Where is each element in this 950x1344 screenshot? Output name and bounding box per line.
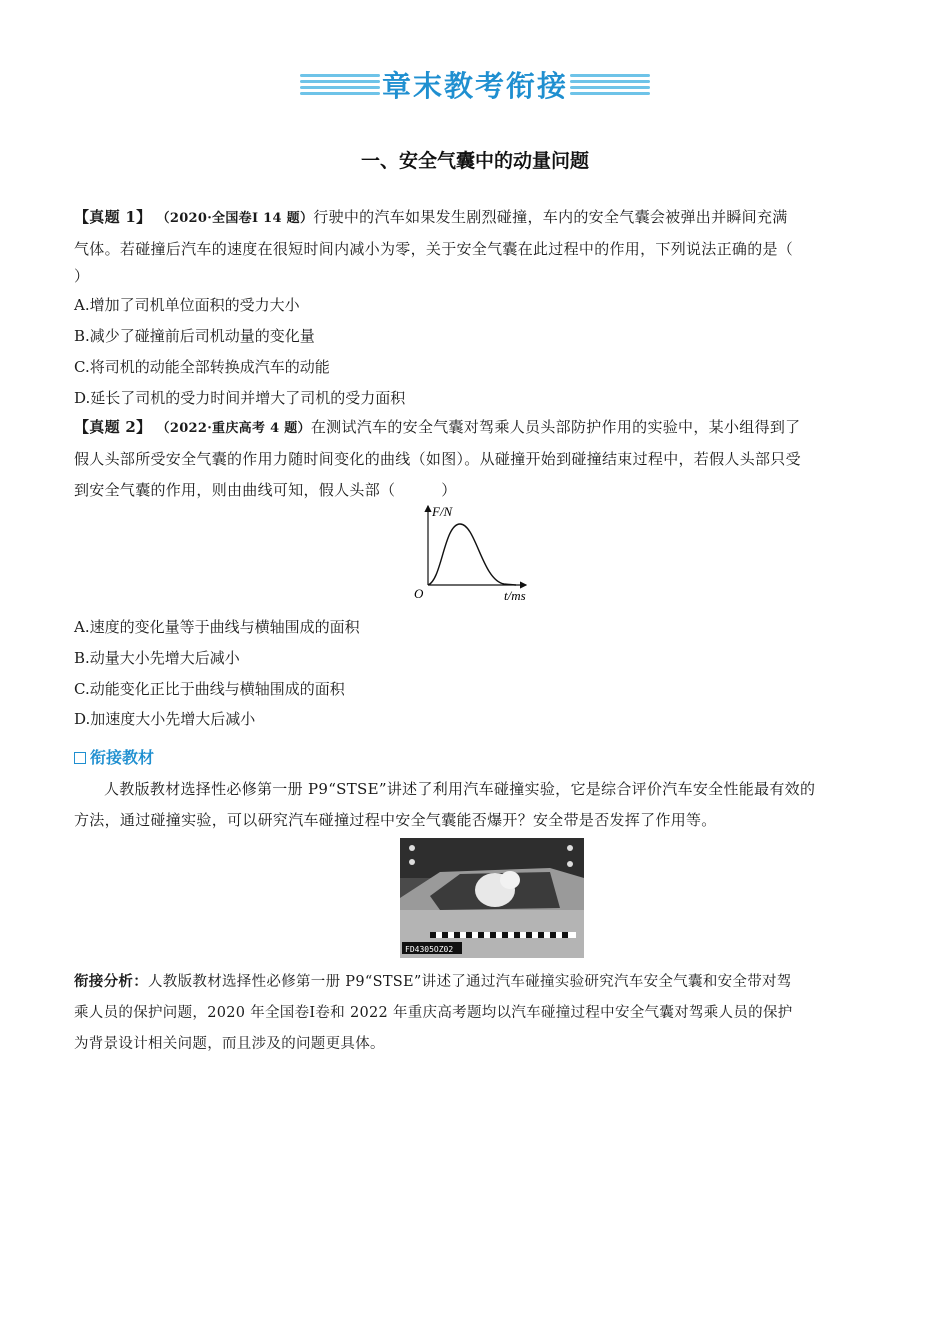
section-title: 一、安全气囊中的动量问题: [360, 150, 589, 172]
question-1-text-1: 行驶中的汽车如果发生剧烈碰撞，车内的安全气囊会被弹出并瞬间充满: [313, 208, 788, 226]
question-2-option-b: B.动量大小先增大后减小: [74, 649, 240, 667]
question-2-tag: 【真题 2】: [74, 418, 152, 436]
question-1-option-b: B.减少了碰撞前后司机动量的变化量: [74, 327, 315, 345]
textbook-text-2: 方法，通过碰撞实验，可以研究汽车碰撞过程中安全气囊能否爆开？安全带是否发挥了作用等。: [74, 811, 717, 829]
force-time-graph: [408, 500, 548, 605]
question-2-option-c: C.动能变化正比于曲线与横轴围成的面积: [74, 680, 345, 698]
question-1-line-1: [74, 202, 879, 234]
question-2-text-1: 在测试汽车的安全气囊对驾乘人员头部防护作用的实验中，某小组得到了: [310, 418, 801, 436]
question-1-text-3: ）: [74, 267, 90, 285]
textbook-text-1: 人教版教材选择性必修第一册 P9“STSE”讲述了利用汽车碰撞实验，它是综合评价汽车安全性能最有效的: [104, 780, 816, 798]
banner-stripes-right: [570, 74, 650, 98]
textbook-heading-text: 衔接教材: [90, 748, 155, 767]
photo-code-label: FD4305OZ02: [405, 945, 454, 954]
question-1-source: （2020·全国卷Ⅰ 14 题）: [156, 211, 314, 226]
analysis-text-3: 为背景设计相关问题，而且涉及的问题更具体。: [74, 1036, 385, 1052]
origin-label: O: [414, 586, 424, 601]
analysis-label: 衔接分析：: [74, 973, 148, 990]
force-curve: [428, 524, 516, 585]
x-axis-label: t/ms: [504, 588, 526, 603]
question-1: [74, 202, 879, 287]
y-axis-label: F/N: [432, 504, 453, 519]
question-2-line-1: [74, 412, 879, 444]
crash-test-photo: [400, 838, 584, 958]
textbook-paragraph: [74, 774, 879, 836]
question-1-text-2: 气体。若碰撞后汽车的速度在很短时间内减小为零，关于安全气囊在此过程中的作用，下列说法正确的是（: [74, 240, 794, 258]
question-1-option-c: C.将司机的动能全部转换成汽车的动能: [74, 358, 330, 376]
banner-title: 章末教考衔接: [381, 69, 568, 103]
question-2-text-2: 假人头部所受安全气囊的作用力随时间变化的曲线（如图）。从碰撞开始到碰撞结束过程中，若假人头部只受: [74, 450, 801, 468]
question-2-source: （2022·重庆高考 4 题）: [156, 421, 311, 436]
banner-stripes-left: [300, 74, 380, 98]
question-2: [74, 412, 879, 506]
analysis-paragraph: [74, 966, 879, 1060]
analysis-line-1: [74, 966, 879, 998]
checkbox-square-icon: [74, 752, 86, 764]
textbook-heading: [74, 745, 154, 768]
question-2-option-a: A.速度的变化量等于曲线与横轴围成的面积: [74, 618, 360, 636]
question-1-option-a: A.增加了司机单位面积的受力大小: [74, 296, 300, 314]
analysis-text-1: 人教版教材选择性必修第一册 P9“STSE”讲述了通过汽车碰撞实验研究汽车安全气囊和安全带对驾: [148, 974, 792, 990]
question-2-option-d: D.加速度大小先增大后减小: [74, 710, 256, 728]
chapter-banner: [300, 66, 650, 106]
question-1-option-d: D.延长了司机的受力时间并增大了司机的受力面积: [74, 389, 406, 407]
question-1-tag: 【真题 1】: [74, 208, 152, 226]
analysis-text-2: 乘人员的保护问题，2020 年全国卷Ⅰ卷和 2022 年重庆高考题均以汽车碰撞过程中安全气囊对驾乘人员的保护: [74, 1005, 793, 1021]
question-2-text-3: 到安全气囊的作用，则由曲线可知，假人头部（ ）: [74, 481, 457, 499]
